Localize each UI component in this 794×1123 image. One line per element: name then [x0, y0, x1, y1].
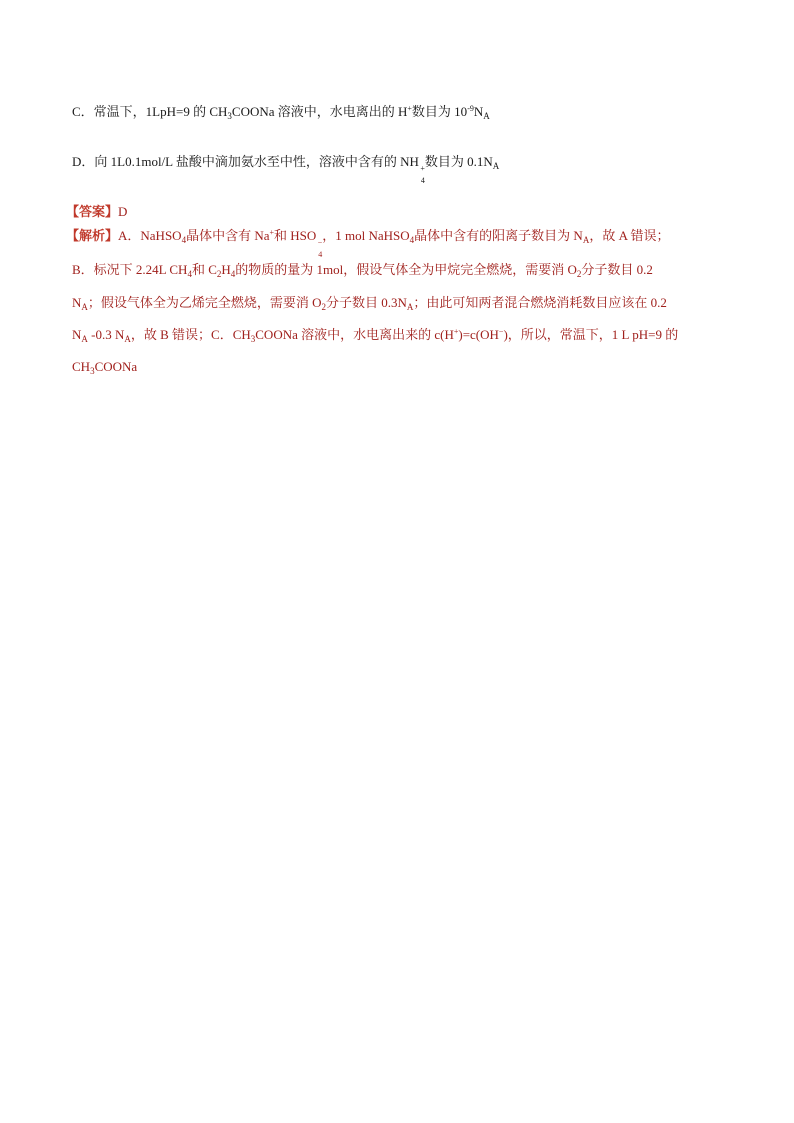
- analysis-line-4: $N_A$ -0.3 $N_A$，故 B 错误；C．$CH_3COONa$ 溶液中，水电离出来的 c(H+)=c(OH−)，所以，常温下，1 L pH=9 的: [72, 327, 679, 344]
- option-d: D．向 1L0.1mol/L 盐酸中滴加氨水至中性，溶液中含有的 NH + 4 数目为 $0.1N_A$: [72, 154, 500, 185]
- option-c: C．常温下，1LpH=9 的 $CH_3COONa$ 溶液中，水电离出的 H+数目为 $10^{-9}N_A$: [72, 104, 490, 121]
- answer-line: [66, 204, 127, 220]
- analysis-line-2: B．标况下 2.24L $CH_4$和 $C_2H_4$的物质的量为 1mol，假设气体全为甲烷完全燃烧，需要消 $O_2$分子数目 0.2: [72, 262, 653, 279]
- option-d-text: D．向 1L0.1mol/L 盐酸中滴加氨水至中性，溶液中含有的 NH: [72, 154, 419, 169]
- answer-tag: 【答案】: [66, 204, 119, 219]
- answer-value: D: [118, 204, 128, 219]
- analysis-line-5: $CH_3COONa$: [72, 359, 138, 376]
- option-c-text: C．常温下，1LpH=9 的 CH: [72, 104, 228, 119]
- analysis-line-1: 【解析】A．NaHSO$_4$晶体中含有 Na+和 HSO − 4 ，1 mol NaHSO$_4$晶体中含有的阳离子数目为 $N_A$，故 A 错误；: [66, 228, 670, 259]
- analysis-line-3: $N_A$；假设气体全为乙烯完全燃烧，需要消 $O_2$分子数目 $0.3N_A$；由此可知两者混合燃烧消耗数目应该在 0.2: [72, 295, 667, 312]
- analysis-tag: 【解析】: [66, 228, 119, 243]
